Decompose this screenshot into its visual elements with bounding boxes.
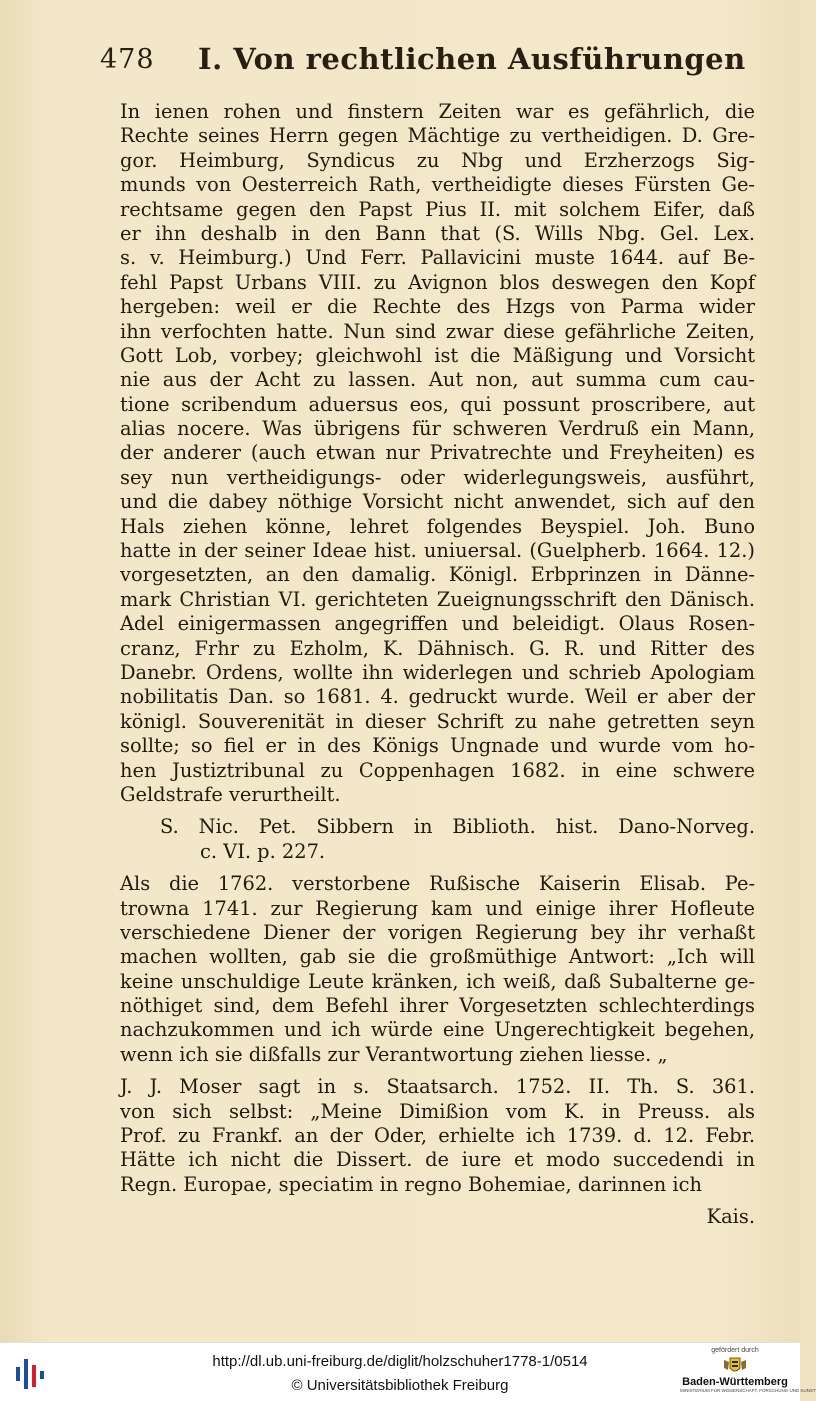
text-line: und die dabey nöthige Vorsicht nicht anwendet, sich auf den bbox=[120, 490, 755, 514]
sponsor-name: Baden-Württemberg bbox=[682, 1376, 788, 1388]
page-number: 478 bbox=[100, 44, 155, 75]
text-line: er ihn deshalb in den Bann that (S. Wills Nbg. Gel. Lex. bbox=[120, 221, 755, 245]
running-title: I. Von rechtlichen Ausführungen bbox=[198, 42, 746, 76]
text-line: Hätte ich nicht die Dissert. de iure et modo succedendi in bbox=[120, 1148, 755, 1172]
text-line: ihn verfochten hatte. Nun sind zwar diese gefährliche Zeiten, bbox=[120, 319, 755, 343]
page-body-text bbox=[120, 100, 755, 1230]
viewer-footer bbox=[0, 1342, 816, 1401]
text-line: königl. Souverenität in dieser Schrift zu nahe getretten seyn bbox=[120, 709, 755, 733]
paragraph bbox=[120, 1075, 755, 1197]
text-line: fehl Papst Urbans VIII. zu Avignon blos deswegen den Kopf bbox=[120, 270, 755, 294]
text-line: rechtsame gegen den Papst Pius II. mit solchem Eifer, daß bbox=[120, 197, 755, 221]
text-line: Rechte seines Herrn gegen Mächtige zu vertheidigen. D. Gre- bbox=[120, 124, 755, 148]
sponsor-ministry: MINISTERIUM FÜR WISSENSCHAFT, FORSCHUNG UND KUNST bbox=[680, 1388, 816, 1393]
text-line: munds von Oesterreich Rath, vertheidigte dieses Fürsten Ge- bbox=[120, 173, 755, 197]
text-line: nöthiget sind, dem Befehl ihrer Vorgesetzten schlechterdings bbox=[120, 994, 755, 1018]
text-line: der anderer (auch etwan nur Privatrechte und Freyheiten) es bbox=[120, 441, 755, 465]
reference-note bbox=[120, 815, 755, 864]
text-line: gor. Heimburg, Syndicus zu Nbg und Erzherzogs Sig- bbox=[120, 148, 755, 172]
paragraph bbox=[120, 872, 755, 1067]
text-line: nie aus der Acht zu lassen. Aut non, aut summa cum cau- bbox=[120, 368, 755, 392]
page-url-link[interactable]: http://dl.ub.uni-freiburg.de/diglit/holzschuher1778-1/0514 bbox=[212, 1353, 588, 1370]
text-line: trowna 1741. zur Regierung kam und einige ihrer Hofleute bbox=[120, 896, 755, 920]
text-line: keine unschuldige Leute kränken, ich weiß, daß Subalterne ge- bbox=[120, 969, 755, 993]
copyright-notice: © Universitätsbibliothek Freiburg bbox=[291, 1377, 509, 1394]
paragraph bbox=[120, 100, 755, 807]
state-crest-icon bbox=[722, 1356, 748, 1376]
text-line: wenn ich sie dißfalls zur Verantwortung ziehen liesse. „ bbox=[120, 1042, 668, 1066]
page-header bbox=[100, 40, 760, 88]
text-line: nobilitatis Dan. so 1681. 4. gedruckt wurde. Weil er aber der bbox=[120, 685, 755, 709]
text-line: vorgesetzten, an den damalig. Königl. Erbprinzen in Dänne- bbox=[120, 563, 755, 587]
text-line: Regn. Europae, speciatim in regno Bohemiae, darinnen ich bbox=[120, 1172, 702, 1196]
text-line: hen Justiztribunal zu Coppenhagen 1682. in eine schwere bbox=[120, 758, 755, 782]
catchword: Kais. bbox=[706, 1205, 755, 1229]
text-line: S. Nic. Pet. Sibbern in Biblioth. hist. Dano-Norveg. bbox=[160, 815, 755, 839]
text-line: Adel einigermassen angegriffen und beleidigt. Olaus Rosen- bbox=[120, 612, 755, 636]
text-line: Als die 1762. verstorbene Rußische Kaiserin Elisab. Pe- bbox=[120, 872, 755, 896]
sponsor-block bbox=[680, 1347, 816, 1399]
text-line: cranz, Frhr zu Ezholm, K. Dähnisch. G. R. und Ritter des bbox=[120, 636, 755, 660]
text-line: s. v. Heimburg.) Und Ferr. Pallavicini muste 1644. auf Be- bbox=[120, 246, 755, 270]
text-line: Prof. zu Frankf. an der Oder, erhielte ich 1739. d. 12. Febr. bbox=[120, 1124, 755, 1148]
text-line: hergeben: weil er die Rechte des Hzgs von Parma wider bbox=[120, 295, 755, 319]
text-line: von sich selbst: „Meine Dimißion vom K. in Preuss. als bbox=[120, 1099, 755, 1123]
text-line: Geldstrafe verurtheilt. bbox=[120, 782, 341, 806]
text-line: Gott Lob, vorbey; gleichwohl ist die Mäßigung und Vorsicht bbox=[120, 343, 755, 367]
text-line: In ienen rohen und finstern Zeiten war es gefährlich, die bbox=[120, 100, 755, 123]
text-line: J. J. Moser sagt in s. Staatsarch. 1752. II. Th. S. 361. bbox=[120, 1075, 755, 1099]
text-line: tione scribendum aduersus eos, qui possunt proscribere, aut bbox=[120, 392, 755, 416]
text-line: hatte in der seiner Ideae hist. uniuersal. (Guelpherb. 1664. 12.) bbox=[120, 539, 755, 563]
text-line: c. VI. p. 227. bbox=[200, 839, 326, 863]
text-line: machen wollten, gab sie die großmüthige Antwort: „Ich will bbox=[120, 945, 755, 969]
text-line: alias nocere. Was übrigens für schweren Verdruß ein Mann, bbox=[120, 417, 755, 441]
text-line: mark Christian VI. gerichteten Zueignungsschrift den Dänisch. bbox=[120, 587, 755, 611]
text-line: Danebr. Ordens, wollte ihn widerlegen und schrieb Apologiam bbox=[120, 660, 755, 684]
text-line: verschiedene Diener der vorigen Regierung bey ihr verhaßt bbox=[120, 920, 755, 944]
text-line: sey nun vertheidigungs- oder widerlegungsweis, ausführt, bbox=[120, 465, 755, 489]
text-line: nachzukommen und ich würde eine Ungerechtigkeit begehen, bbox=[120, 1018, 755, 1042]
text-line: sollte; so fiel er in des Königs Ungnade und wurde vom ho- bbox=[120, 734, 755, 758]
sponsor-label: gefördert durch bbox=[711, 1347, 759, 1354]
text-line: Hals ziehen könne, lehret folgendes Beyspiel. Joh. Buno bbox=[120, 514, 755, 538]
